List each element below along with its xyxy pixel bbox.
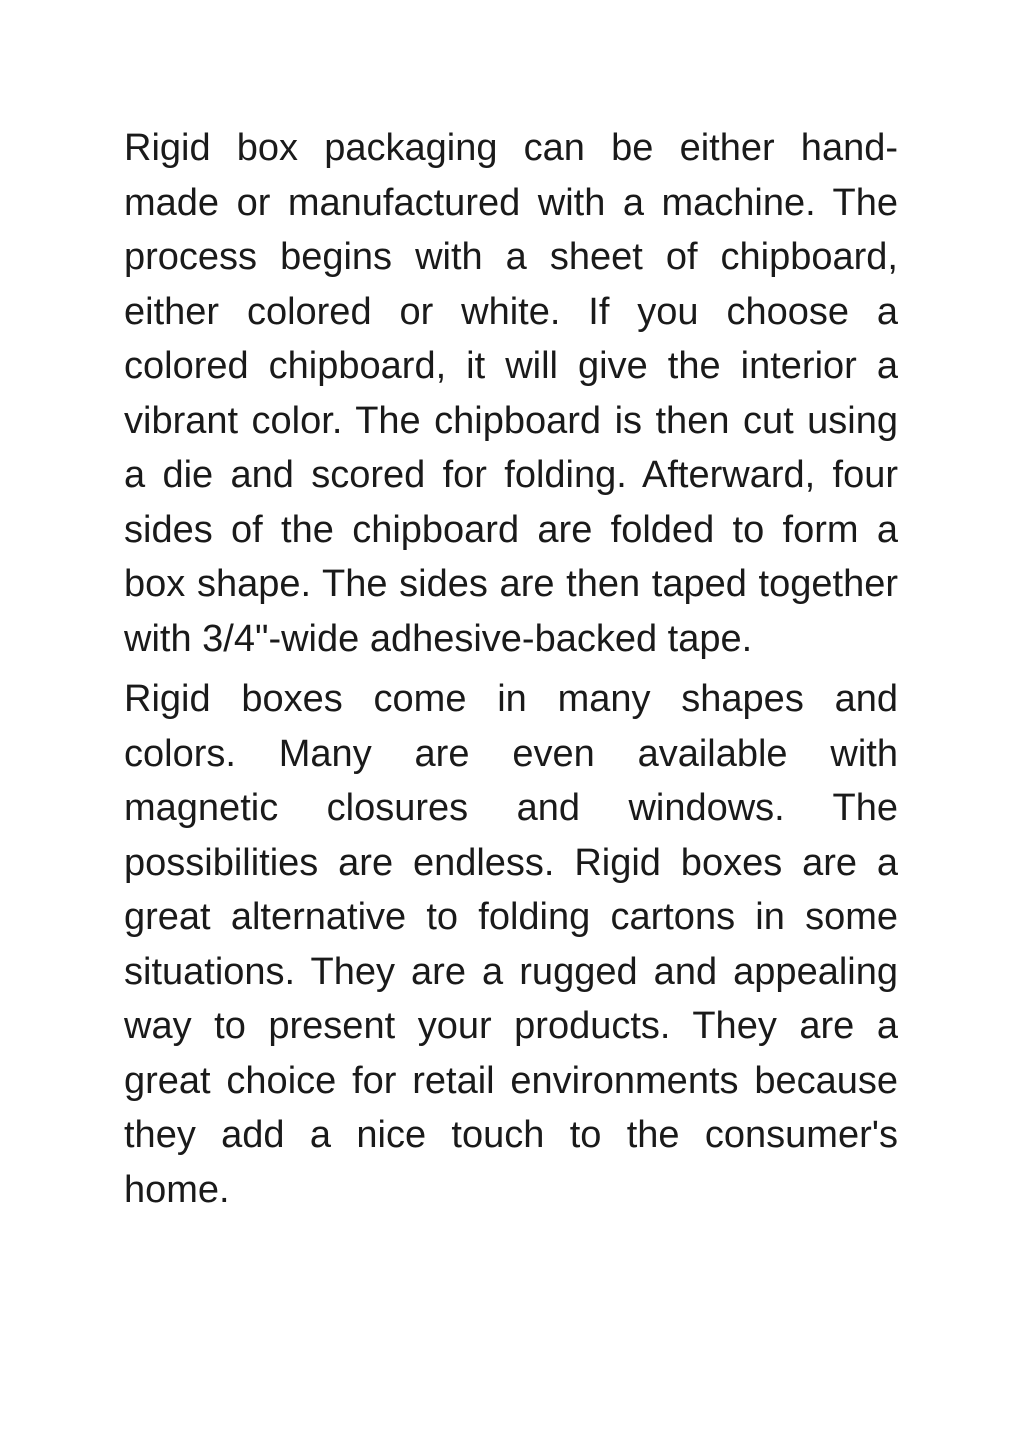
paragraph-1: Rigid box packaging can be either hand-made or manufactured with a machine. The process begins with a sheet of chipboard, either colored or white. If you choose a colored chipboard, it will give the interior a vibrant color. The chipboard is then cut using a die and scored for folding. Afterward, four sides of the chipboard are folded to form a box shape. The sides are then taped together with 3/4"-wide adhesive-backed tape. [124,127,898,660]
paragraph-2: Rigid boxes come in many shapes and colors. Many are even available with magnetic closures and windows. The possibilities are endless. Rigid boxes are a great alternative to folding cartons in some situations. They are a rugged and appealing way to present your products. They are a great choice for retail environments because they add a nice touch to the consumer's home. [124,678,898,1211]
document-body [124,121,898,1217]
